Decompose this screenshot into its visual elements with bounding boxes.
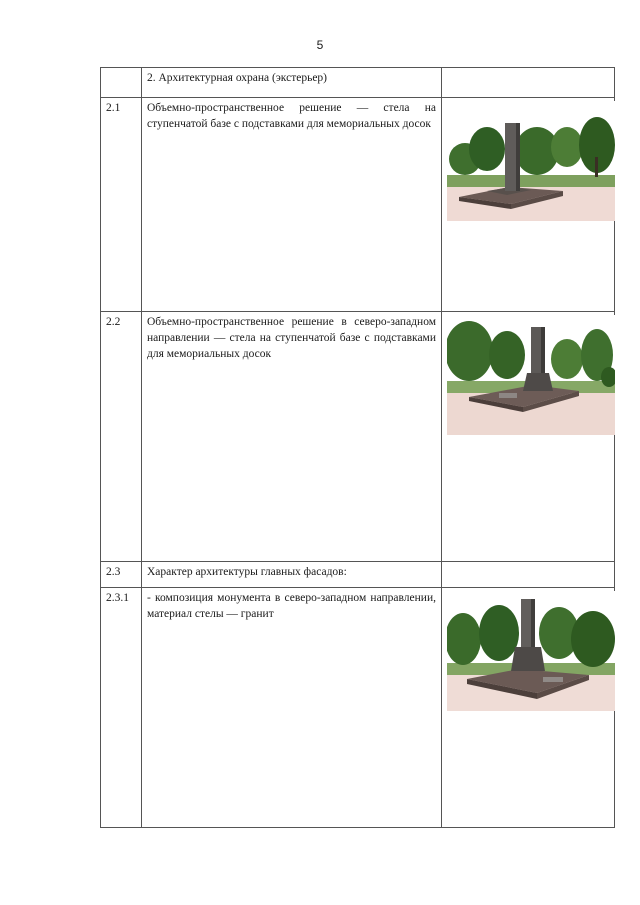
empty-cell: [442, 68, 615, 98]
empty-cell: [442, 562, 615, 588]
row-number: 2.3.1: [101, 588, 142, 828]
row-description: Объемно-пространственное решение в северо-западном направлении — стела на ступенчатой базе с подставками для мемориальных досок: [142, 312, 442, 562]
row-description: Объемно-пространственное решение — стела на ступенчатой базе с подставками для мемориальных досок: [142, 98, 442, 312]
row-number: 2.2: [101, 312, 142, 562]
table-row: [101, 588, 615, 828]
monument-composition-photo: [447, 591, 615, 711]
row-description: - композиция монумента в северо-западном направлении, материал стелы — гранит: [142, 588, 442, 828]
row-number: 2.3: [101, 562, 142, 588]
photo-cell: [442, 312, 615, 562]
table-row: [101, 562, 615, 588]
monument-northwest-photo: [447, 315, 615, 435]
page-number: 5: [316, 38, 324, 52]
table-row: [101, 312, 615, 562]
section-heading: 2. Архитектурная охрана (экстерьер): [142, 68, 442, 98]
photo-cell: [442, 588, 615, 828]
monument-stele-photo: [447, 101, 615, 221]
table-row: [101, 98, 615, 312]
table-row: [101, 68, 615, 98]
row-number: 2.1: [101, 98, 142, 312]
row-description: Характер архитектуры главных фасадов:: [142, 562, 442, 588]
row-number: [101, 68, 142, 98]
photo-cell: [442, 98, 615, 312]
monument-description-table: [100, 67, 615, 828]
